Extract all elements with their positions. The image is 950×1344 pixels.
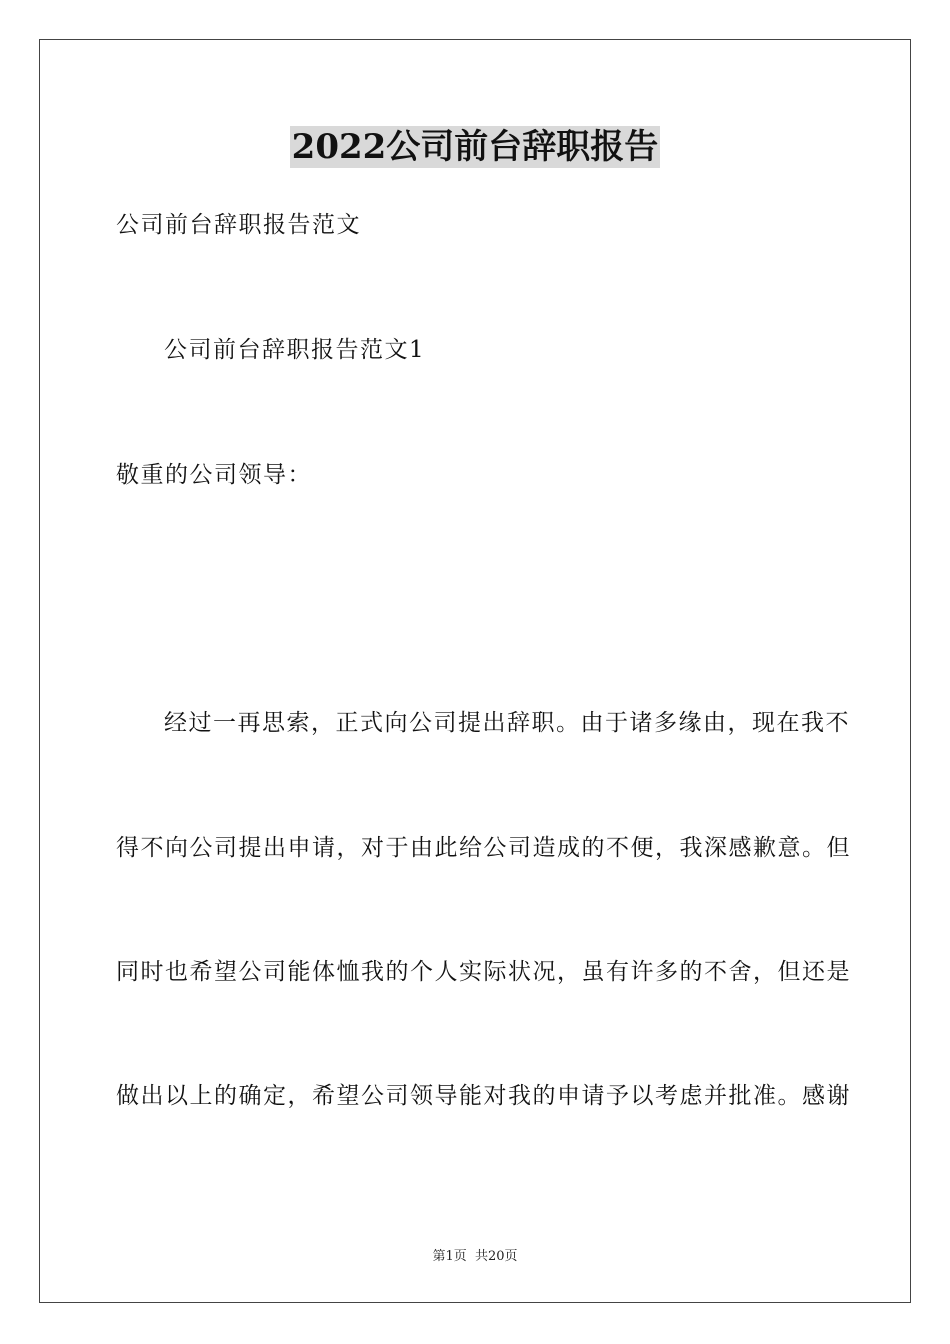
body-line-4: 做出以上的确定，希望公司领导能对我的申请予以考虑并批准。感谢 xyxy=(116,1083,851,1109)
page-footer xyxy=(0,1248,950,1266)
title-container xyxy=(0,126,950,168)
page-number: 第1页 xyxy=(432,1249,467,1264)
page-total: 共20页 xyxy=(474,1249,518,1264)
body-line-1: 经过一再思索，正式向公司提出辞职。由于诸多缘由，现在我不 xyxy=(164,710,850,736)
salutation: 敬重的公司领导： xyxy=(116,462,312,488)
body-line-3: 同时也希望公司能体恤我的个人实际状况，虽有许多的不舍，但还是 xyxy=(116,959,851,985)
subtitle: 公司前台辞职报告范文 xyxy=(116,212,361,238)
document-title: 2022公司前台辞职报告 xyxy=(291,127,659,167)
body-line-2: 得不向公司提出申请，对于由此给公司造成的不便，我深感歉意。但 xyxy=(116,835,851,861)
section-heading: 公司前台辞职报告范文1 xyxy=(164,337,426,363)
